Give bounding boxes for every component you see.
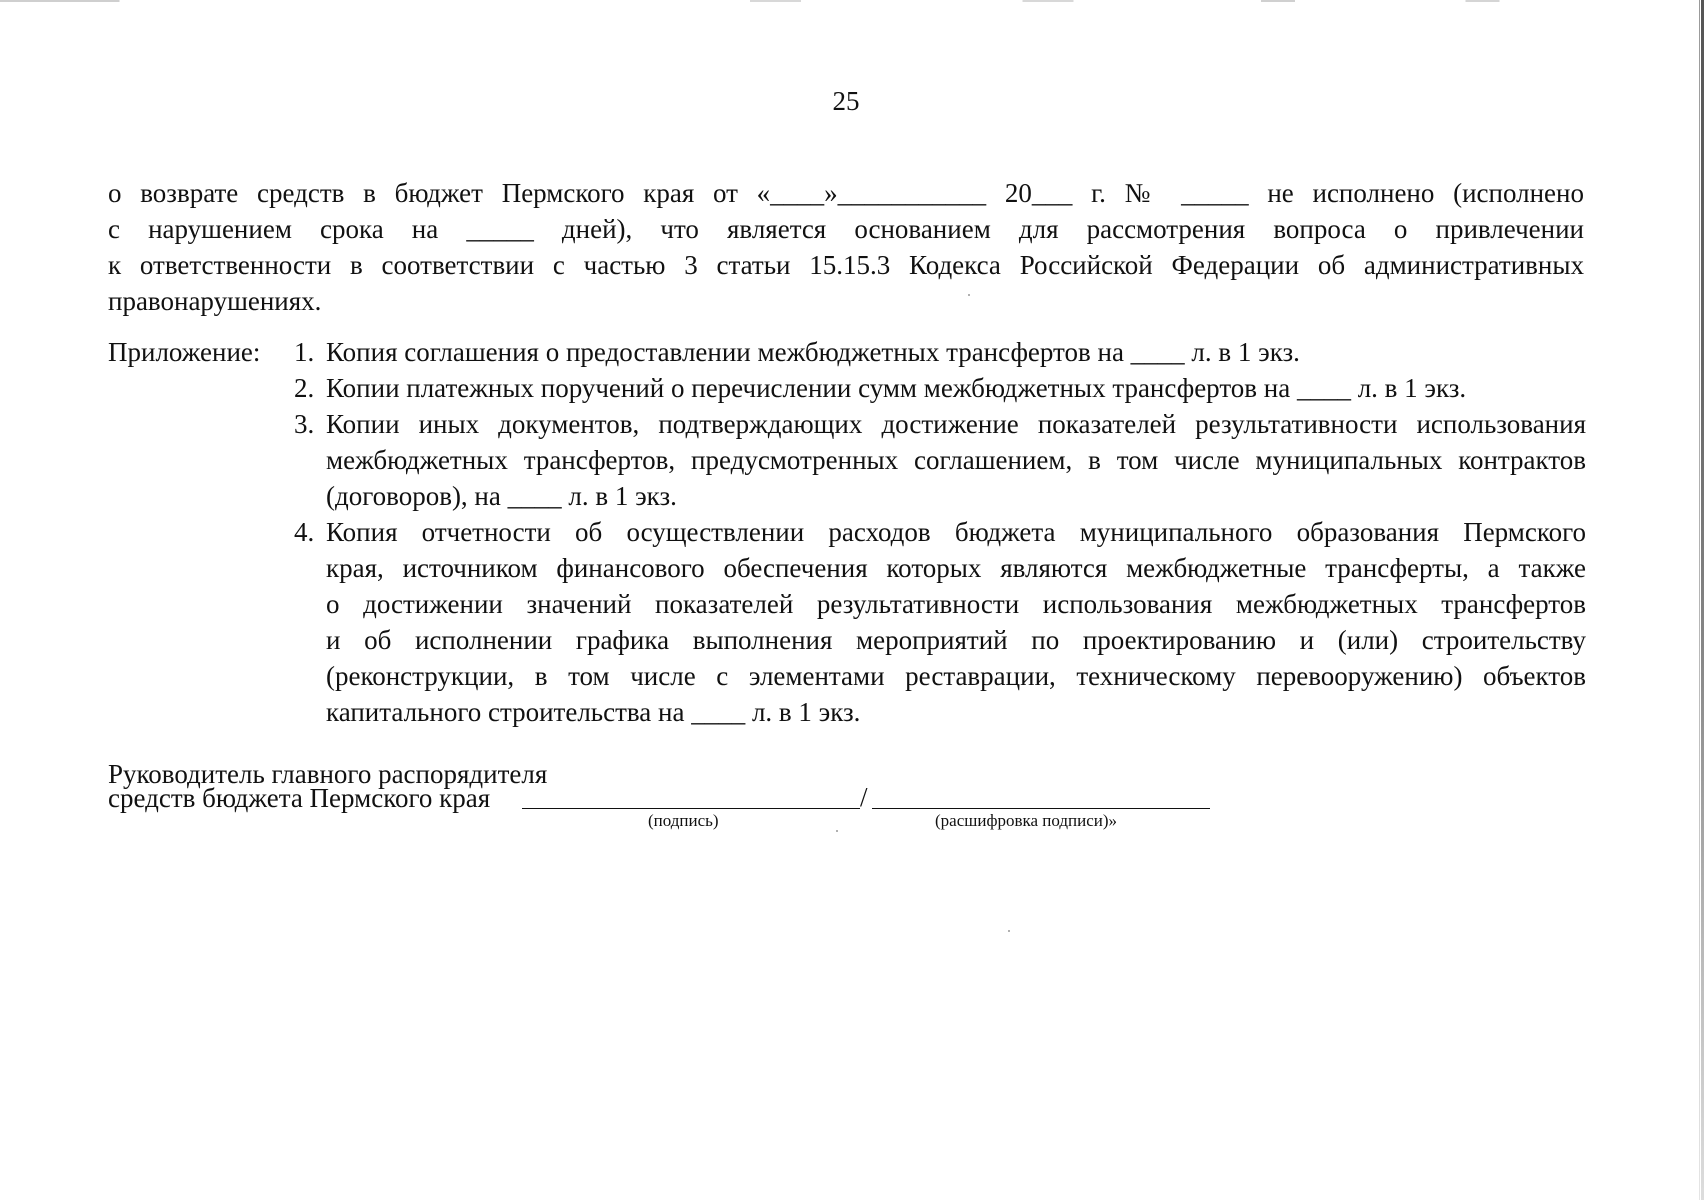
signature-title-line1: Руководитель главного распорядителя bbox=[108, 759, 548, 789]
appendix-item bbox=[294, 370, 1586, 406]
appendix-item-number: 2. bbox=[294, 373, 315, 403]
signature-decoding-underline bbox=[872, 808, 1210, 809]
paragraph-line: о возврате средств в бюджет Пермского края от «____»___________ 20___ г. № _____ не исполнено (исполнено bbox=[108, 178, 1584, 208]
signature-caption: (подпись) bbox=[648, 811, 719, 830]
scan-edge-right-inner bbox=[1699, 0, 1700, 1200]
scan-edge-top bbox=[0, 0, 1704, 2]
appendix-list bbox=[294, 334, 1586, 730]
appendix-item-number: 4. bbox=[294, 517, 315, 547]
appendix-item-line: Копия соглашения о предоставлении межбюджетных трансфертов на ____ л. в 1 экз. bbox=[326, 337, 1300, 367]
appendix-item bbox=[294, 406, 1586, 514]
appendix-item bbox=[294, 514, 1586, 730]
paragraph-line: к ответственности в соответствии с частью 3 статьи 15.15.3 Кодекса Российской Федерации об административных bbox=[108, 250, 1584, 280]
signature-underline bbox=[522, 808, 860, 809]
appendix-item-line: Копии платежных поручений о перечислении сумм межбюджетных трансфертов на ____ л. в 1 экз. bbox=[326, 373, 1467, 403]
signature-decoding-caption: (расшифровка подписи)» bbox=[935, 811, 1118, 830]
scan-speck bbox=[836, 830, 838, 832]
signature-slash: / bbox=[860, 782, 868, 812]
appendix-item-line: о достижении значений показателей результативности использования межбюджетных трансфертов bbox=[326, 589, 1586, 619]
scan-speck bbox=[968, 294, 970, 296]
appendix-label: Приложение: bbox=[108, 337, 261, 367]
body-paragraph bbox=[108, 175, 1584, 319]
paragraph-line: правонарушениях. bbox=[108, 286, 322, 316]
appendix-item bbox=[294, 334, 1586, 370]
appendix-item-number: 1. bbox=[294, 337, 315, 367]
appendix-item-line: межбюджетных трансфертов, предусмотренных соглашением, в том числе муниципальных контрактов bbox=[326, 445, 1586, 475]
page-number: 25 bbox=[832, 86, 860, 116]
appendix-item-line: Копия отчетности об осуществлении расходов бюджета муниципального образования Пермского bbox=[326, 517, 1586, 547]
signature-block bbox=[108, 759, 548, 813]
appendix-item-line: края, источником финансового обеспечения которых являются межбюджетные трансферты, а также bbox=[326, 553, 1586, 583]
appendix-item-line: Копии иных документов, подтверждающих достижение показателей результативности использования bbox=[326, 409, 1586, 439]
appendix-item-number: 3. bbox=[294, 409, 315, 439]
signature-title-line2: средств бюджета Пермского края bbox=[108, 783, 491, 813]
paragraph-line: с нарушением срока на _____ дней), что является основанием для рассмотрения вопроса о привлечении bbox=[108, 214, 1584, 244]
appendix-item-line: (договоров), на ____ л. в 1 экз. bbox=[326, 481, 677, 511]
scan-speck bbox=[1008, 930, 1010, 932]
appendix-item-line: (реконструкции, в том числе с элементами реставрации, техническому перевооружению) объектов bbox=[326, 661, 1586, 691]
appendix-item-line: и об исполнении графика выполнения мероприятий по проектированию и (или) строительству bbox=[326, 625, 1586, 655]
appendix-item-line: капитального строительства на ____ л. в 1 экз. bbox=[326, 697, 861, 727]
